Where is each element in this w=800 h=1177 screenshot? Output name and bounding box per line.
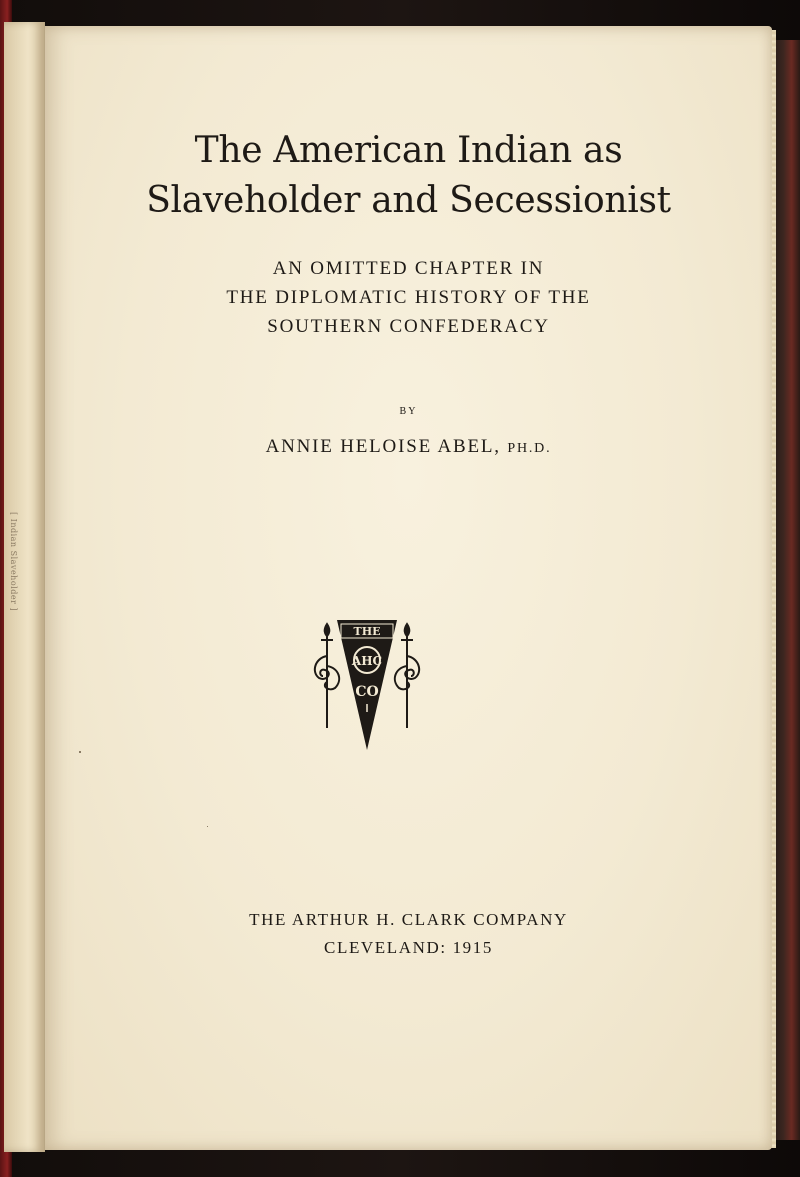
logo-text-bottom: CO bbox=[355, 684, 379, 700]
publication-place-year: CLEVELAND: 1915 bbox=[324, 938, 493, 957]
by-label: BY bbox=[399, 406, 418, 417]
paper-speck bbox=[207, 826, 208, 827]
right-torch-icon bbox=[395, 624, 419, 728]
title-line: The American Indian as bbox=[194, 130, 623, 171]
logo-text-top: THE bbox=[353, 625, 381, 638]
logo-monogram: AHC bbox=[351, 654, 383, 668]
left-page bbox=[4, 22, 45, 1152]
book-title bbox=[45, 126, 772, 226]
binding-right bbox=[772, 40, 800, 1140]
book-subtitle bbox=[45, 254, 772, 341]
publisher-logo bbox=[307, 616, 427, 756]
publisher-name: THE ARTHUR H. CLARK COMPANY bbox=[249, 910, 568, 929]
author-degree: PH.D. bbox=[507, 441, 552, 456]
left-torch-icon bbox=[315, 624, 339, 728]
left-page-text: [ Indian Slaveholder ] bbox=[9, 512, 18, 612]
author-line bbox=[45, 436, 772, 458]
subtitle-line: THE DIPLOMATIC HISTORY OF THE bbox=[226, 287, 591, 308]
imprint bbox=[45, 906, 772, 962]
title-line: Slaveholder and Secessionist bbox=[146, 180, 671, 221]
paper-speck bbox=[79, 751, 81, 753]
author-name: ANNIE HELOISE ABEL, bbox=[265, 436, 508, 457]
subtitle-line: AN OMITTED CHAPTER IN bbox=[272, 258, 545, 279]
title-page bbox=[45, 26, 772, 1150]
subtitle-line: SOUTHERN CONFEDERACY bbox=[267, 316, 550, 337]
